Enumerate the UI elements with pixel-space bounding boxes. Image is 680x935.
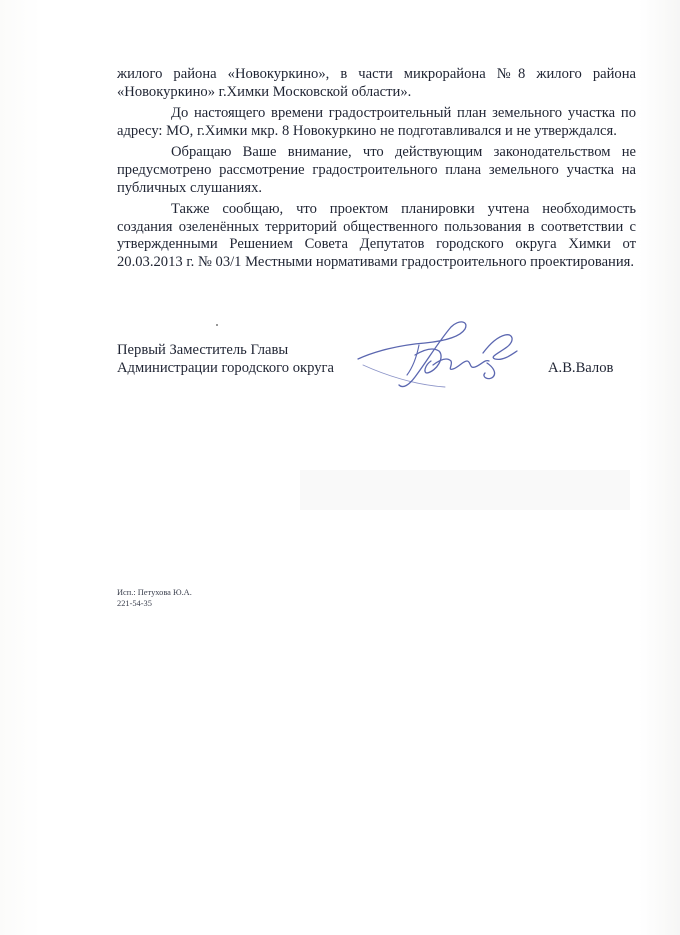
letter-body <box>117 66 636 272</box>
executor-info <box>117 587 192 609</box>
signatory-name: А.В.Валов <box>548 360 614 376</box>
paragraph-public-hearings: Обращаю Ваше внимание, что действующим законодательством не предусмотрено рассмотрение градостроительного плана земельного участка на публичных слушаниях. <box>117 144 636 196</box>
paragraph-continuation: жилого района «Новокуркино», в части микрорайона №8 жилого района «Новокуркино» г.Химки Московской области». <box>117 66 636 100</box>
executor-name: Исп.: Петухова Ю.А. <box>117 588 192 597</box>
signatory-position-line2: Администрации городского округа <box>117 360 334 376</box>
signatory-position <box>117 341 334 377</box>
executor-phone: 221-54-35 <box>117 599 152 608</box>
signatory-position-line1: Первый Заместитель Главы <box>117 342 289 358</box>
stray-dot <box>216 324 218 326</box>
paper-smudge <box>300 470 630 510</box>
paragraph-plan-status: До настоящего времени градостроительный план земельного участка по адресу: МО, г.Химки мкр. 8 Новокуркино не подготавливался и не утверждался. <box>117 105 636 139</box>
paragraph-green-areas: Также сообщаю, что проектом планировки учтена необходимость создания озеленённых территорий общественного пользования в соответствии с утвержденными Решением Совета Депутатов городского округа Химки от 20.03.2013 г. № 03/1 Местными нормативами градостроительного проектирования. <box>117 201 636 270</box>
handwritten-signature <box>355 315 535 395</box>
